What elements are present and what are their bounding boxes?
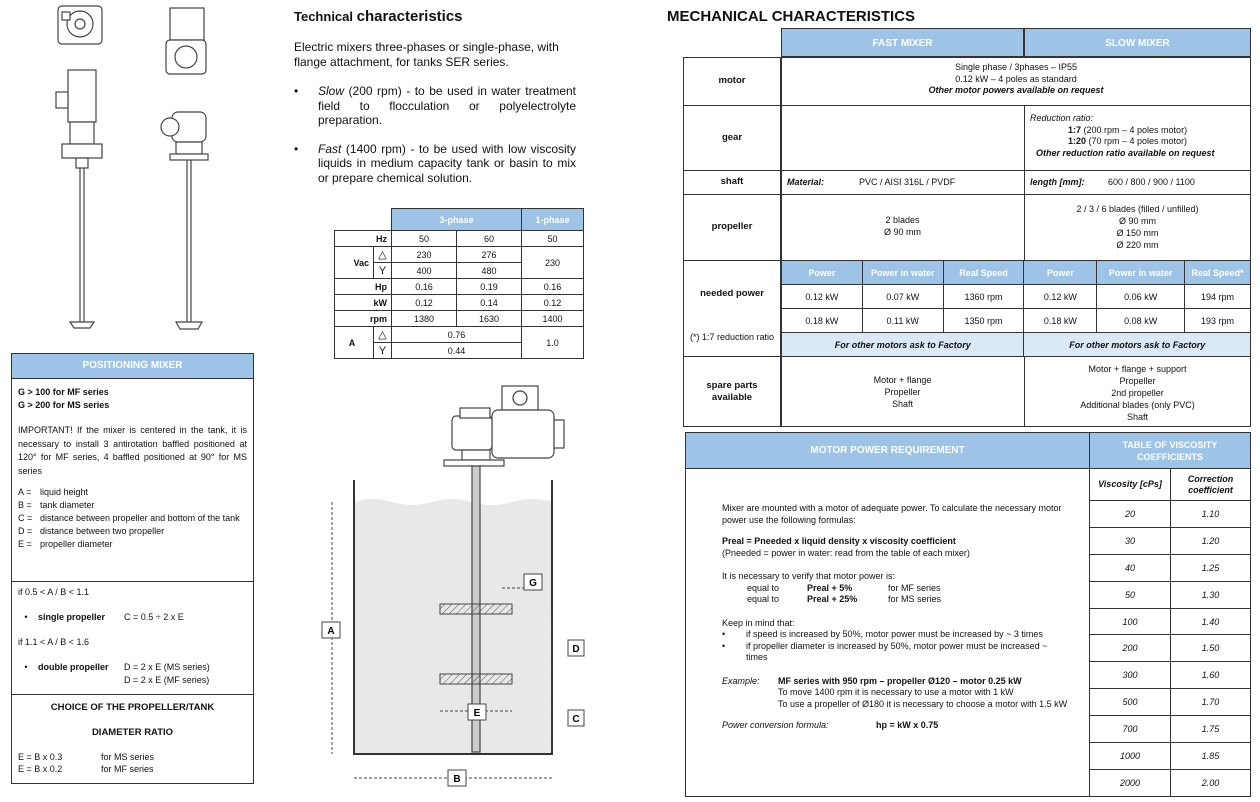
hp-1: 0.16 — [392, 279, 457, 295]
col-water-fast: Power in water — [862, 261, 943, 285]
prop-slow-blades: 2 / 3 / 6 blades (filled / unfilled) — [1076, 204, 1199, 214]
viscosity-cps: 40 — [1090, 554, 1171, 581]
bullet-fast: • Fast (1400 rpm) - to be used with low viscosity liquids in medium capacity tank or basin to mix or prepare chemical solution. — [294, 141, 576, 185]
prop-slow-d2: Ø 150 mm — [1116, 228, 1159, 238]
single-formula: C = 0.5 ÷ 2 x E — [124, 612, 184, 622]
verify-text: It is necessary to verify that motor power is: — [722, 571, 896, 581]
motor-line2: 0.12 kW – 4 poles as standard — [955, 73, 1077, 84]
important-note: IMPORTANT! If the mixer is centered in the tank, it is necessary to install 3 antirotation baffled positioned at 120° for MF series, 4 baffled positioned at 90° for MS series — [18, 425, 247, 476]
viscosity-cps: 1000 — [1090, 743, 1171, 770]
power-box: MOTOR POWER REQUIREMENT Mixer are mounted with a motor of adequate power. To calculate the necessary motor power use the following formulas: Preal = Pneeded x liquid density x viscosity coefficient (Pneeded = power in water: read from the table of each mixer) It is necessary to verify that motor power is: equal to Preal + 5% for MF series equal to Preal + 25% for MS series Keep in mind that: • if speed is increased by 50%, motor power must be increased by ~ 3 times • if propeller diameter is increased by 50%, motor power must be increased ~ times Example: MF series with 950 rpm – propeller Ø120 – motor 0.25 kW To move 1400 rpm it is necessary to use a motor with 1 kW To use a propeller of Ø180 it is necessary to choose a motor with 1.5 kW Power conversion formula: hp = kW x 0.75 — [685, 432, 1090, 797]
def-key: A = — [18, 487, 32, 497]
bullet-slow-em: Slow — [318, 84, 345, 98]
spare-fast: Motor + flange — [873, 375, 932, 385]
double-formula-mf: D = 2 x E (MF series) — [124, 675, 210, 685]
viscosity-cps: 30 — [1090, 527, 1171, 554]
delta-icon: △ — [374, 327, 392, 343]
viscosity-coef: 1.50 — [1171, 635, 1251, 662]
g-limit-ms: G > 200 for MS series — [18, 400, 110, 410]
viscosity-coef: 1.30 — [1171, 581, 1251, 608]
viscosity-header: TABLE OF VISCOSITY COEFFICIENTS — [1090, 433, 1251, 469]
shaft-material-label: Material: — [787, 177, 825, 187]
gear-ratio-1: 1:7 — [1068, 124, 1082, 135]
bullet-slow: • Slow (200 rpm) - to be used in water treatment field to flocculation or polyelectrolyte preparation. — [294, 84, 576, 127]
motor-line3: Other motor powers available on request — [928, 85, 1104, 95]
row-spare-parts: spare parts available — [706, 380, 758, 403]
spare-slow: Shaft — [1126, 412, 1148, 422]
def-value: tank diameter — [40, 500, 95, 510]
viscosity-coef: 1.25 — [1171, 554, 1251, 581]
propeller-rules: if 0.5 < A / B < 1.1 • single propeller C = 0.5 ÷ 2 x E if 1.1 < A / B < 1.6 • double propeller D = 2 x E (MS series) D = 2 x E (MF series) — [12, 581, 253, 691]
condition-single: if 0.5 < A / B < 1.1 — [18, 587, 90, 597]
vac-1p: 230 — [522, 247, 584, 279]
kw-2: 0.14 — [457, 295, 522, 311]
keep-in-mind: Keep in mind that: — [722, 617, 795, 628]
power-cell: 0.08 kW — [1097, 309, 1185, 333]
keep-diameter: if propeller diameter is increased by 50%, motor power must be increased ~ times — [746, 640, 1048, 662]
condition-double: if 1.1 < A / B < 1.6 — [18, 637, 90, 647]
viscosity-coef: 2.00 — [1171, 769, 1251, 796]
row-shaft: shaft — [720, 176, 744, 187]
viscosity-coef: 1.10 — [1171, 501, 1251, 528]
vac-400: 400 — [392, 263, 457, 279]
ratio-title: DIAMETER RATIO — [91, 727, 174, 738]
prop-fast-blades: 2 blades — [885, 215, 920, 225]
technical-section — [294, 8, 576, 185]
def-key: E = — [18, 539, 32, 549]
row-vac-label: Vac — [335, 247, 374, 279]
def-value: propeller diameter — [40, 539, 113, 549]
label-d: D — [572, 644, 580, 655]
ratio-ms-series: for MS series — [101, 752, 155, 762]
viscosity-cps: 200 — [1090, 635, 1171, 662]
technical-intro: Electric mixers three-phases or single-phase, with flange attachment, for tanks SER series. — [294, 40, 559, 69]
prop-slow-d3: Ø 220 mm — [1116, 240, 1159, 250]
spare-fast: Shaft — [891, 399, 913, 409]
formula-preal: Preal = Pneeded x liquid density x viscosity coefficient — [722, 536, 956, 546]
ratio-mf-series: for MF series — [101, 764, 154, 774]
gear-ratio-2: 1:20 — [1068, 136, 1087, 146]
prop-fast-diameter: Ø 90 mm — [883, 227, 921, 237]
col-1phase: 1-phase — [522, 209, 584, 231]
eq-label: equal to — [747, 594, 780, 604]
label-c: C — [572, 714, 580, 725]
power-cell: 193 rpm — [1185, 309, 1251, 333]
top-view-slow — [166, 8, 206, 74]
conversion-formula: hp = kW x 0.75 — [876, 720, 939, 730]
spare-slow: Propeller — [1119, 376, 1156, 386]
technical-title-prefix: Technical — [294, 9, 357, 24]
col-power-slow: Power — [1024, 261, 1097, 285]
power-cell: 194 rpm — [1185, 285, 1251, 309]
mech-table — [683, 28, 1251, 428]
viscosity-cps: 50 — [1090, 581, 1171, 608]
example-line2: To move 1400 rpm it is necessary to use a motor with 1 kW — [778, 687, 1014, 697]
reduction-note: (*) 1:7 reduction ratio — [689, 332, 775, 342]
power-cell: 0.11 kW — [862, 309, 943, 333]
row-a-label: A — [335, 327, 374, 359]
motor-line1: Single phase / 3phases – IP55 — [954, 62, 1078, 72]
hz-1p: 50 — [522, 231, 584, 247]
def-key: C = — [18, 513, 33, 523]
eq-label: equal to — [747, 582, 780, 593]
row-needed-power: needed power — [700, 288, 764, 299]
needed-power-table — [781, 260, 1251, 357]
spare-slow: 2nd propeller — [1111, 388, 1164, 398]
gear-ratio-2-text: (70 rpm – 4 poles motor) — [1086, 136, 1188, 146]
hz-50: 50 — [392, 231, 457, 247]
label-e: E — [473, 708, 481, 719]
row-gear: gear — [721, 132, 743, 143]
row-kw-label: kW — [335, 295, 392, 311]
spare-fast: Propeller — [884, 387, 921, 397]
diameter-ratio — [12, 694, 253, 783]
col-power-fast: Power — [782, 261, 863, 285]
eq-series-mf: for MF series — [888, 582, 941, 593]
viscosity-cps: 300 — [1090, 662, 1171, 689]
tank-diagram — [312, 376, 597, 796]
double-formula-ms: D = 2 x E (MS series) — [124, 662, 210, 672]
delta-icon: △ — [374, 247, 392, 263]
row-motor: motor — [718, 75, 746, 86]
viscosity-cps: 700 — [1090, 716, 1171, 743]
viscosity-coef: 1.60 — [1171, 662, 1251, 689]
positioning-box — [11, 353, 254, 784]
a-1p: 1.0 — [522, 327, 584, 359]
power-cell: 0.12 kW — [782, 285, 863, 309]
eq-series-ms: for MS series — [888, 594, 942, 604]
rpm-2: 1630 — [457, 311, 522, 327]
choice-title: CHOICE OF THE PROPELLER/TANK — [50, 702, 215, 713]
def-key: B = — [18, 500, 32, 510]
viscosity-cps: 500 — [1090, 689, 1171, 716]
col-3phase: 3-phase — [392, 209, 522, 231]
shaft-length: 600 / 800 / 900 / 1100 — [1108, 177, 1195, 187]
power-cell: 0.07 kW — [862, 285, 943, 309]
single-propeller: single propeller — [38, 612, 106, 622]
col-fast-mixer: FAST MIXER — [781, 28, 1024, 57]
example-label: Example: — [722, 675, 760, 686]
viscosity-cps: 100 — [1090, 608, 1171, 635]
col-water-slow: Power in water — [1097, 261, 1185, 285]
star-icon: Y — [374, 263, 392, 279]
hp-2: 0.19 — [457, 279, 522, 295]
rpm-3: 1400 — [522, 311, 584, 327]
bullet-fast-text: (1400 rpm) - to be used with low viscosity liquids in medium capacity tank or basin to mix or prepare chemical solution. — [318, 141, 576, 185]
vac-230: 230 — [392, 247, 457, 263]
eq-value-mf: Preal + 5% — [807, 582, 853, 593]
g-limit-mf: G > 100 for MF series — [18, 387, 109, 397]
definitions — [18, 486, 247, 551]
example-line1: MF series with 950 rpm – propeller Ø120 – motor 0.25 kW — [778, 675, 1022, 686]
fast-mixer-side — [56, 70, 102, 328]
power-intro: Mixer are mounted with a motor of adequate power. To calculate the necessary motor power use the following formulas: — [722, 503, 1062, 525]
row-hz-label: Hz — [335, 231, 392, 247]
kw-1: 0.12 — [392, 295, 457, 311]
kw-3: 0.12 — [522, 295, 584, 311]
power-cell: 0.12 kW — [1024, 285, 1097, 309]
ask-factory-fast: For other motors ask to Factory — [782, 333, 1024, 357]
shaft-length-label: length [mm]: — [1030, 177, 1085, 187]
gear-line1: Reduction ratio: — [1030, 113, 1094, 123]
power-cell: 1350 rpm — [943, 309, 1024, 333]
row-hp-label: Hp — [335, 279, 392, 295]
a-star: 0.44 — [392, 343, 522, 359]
technical-title — [294, 8, 576, 25]
example-line3: To use a propeller of Ø180 it is necessary to choose a motor with 1.5 kW — [778, 698, 1068, 709]
viscosity-coef: 1.20 — [1171, 527, 1251, 554]
conversion-label: Power conversion formula: — [722, 720, 829, 730]
power-cell: 1360 rpm — [943, 285, 1024, 309]
def-value: liquid height — [40, 487, 89, 497]
double-propeller: double propeller — [38, 662, 109, 672]
ask-factory-slow: For other motors ask to Factory — [1024, 333, 1251, 357]
power-header: MOTOR POWER REQUIREMENT — [686, 433, 1089, 469]
vac-276: 276 — [457, 247, 522, 263]
star-icon: Y — [374, 343, 392, 359]
row-propeller: propeller — [711, 221, 753, 232]
top-view-fast — [58, 6, 102, 44]
label-b: B — [453, 774, 461, 785]
viscosity-coef: 1.40 — [1171, 608, 1251, 635]
viscosity-coef: 1.70 — [1171, 689, 1251, 716]
col-slow-mixer: SLOW MIXER — [1024, 28, 1251, 57]
viscosity-table — [1089, 432, 1251, 797]
shaft-material: PVC / AISI 316L / PVDF — [859, 177, 956, 187]
row-rpm-label: rpm — [335, 311, 392, 327]
power-cell: 0.18 kW — [782, 309, 863, 333]
electrical-table — [334, 208, 584, 359]
spare-slow: Motor + flange + support — [1088, 364, 1187, 374]
prop-slow-d1: Ø 90 mm — [1118, 216, 1156, 226]
label-a: A — [327, 626, 335, 637]
def-value: distance between two propeller — [40, 526, 165, 536]
ratio-mf: E = B x 0.2 — [18, 764, 63, 774]
mech-title: MECHANICAL CHARACTERISTICS — [667, 8, 916, 25]
viscosity-coef: 1.85 — [1171, 743, 1251, 770]
spare-slow: Additional blades (only PVC) — [1080, 400, 1195, 410]
hp-3: 0.16 — [522, 279, 584, 295]
a-delta: 0.76 — [392, 327, 522, 343]
mixer-drawings — [40, 0, 230, 345]
formula-pneeded: (Pneeded = power in water: read from the table of each mixer) — [722, 547, 970, 558]
viscosity-cps: 2000 — [1090, 769, 1171, 796]
eq-value-ms: Preal + 25% — [807, 594, 858, 604]
gear-ratio-1-text: (200 rpm – 4 poles motor) — [1081, 124, 1188, 135]
label-g: G — [529, 578, 537, 589]
power-cell: 0.18 kW — [1024, 309, 1097, 333]
gear-line4: Other reduction ratio available on request — [1036, 147, 1215, 158]
power-cell: 0.06 kW — [1097, 285, 1185, 309]
positioning-header: POSITIONING MIXER — [12, 354, 253, 378]
tank-liquid — [354, 499, 552, 754]
technical-title-main: characteristics — [356, 8, 463, 25]
keep-speed: if speed is increased by 50%, motor power must be increased by ~ 3 times — [746, 629, 1043, 639]
bullet-slow-text: (200 rpm) - to be used in water treatment field to flocculation or polyelectrolyte preparation. — [318, 84, 576, 127]
col-speed-fast: Real Speed — [943, 261, 1024, 285]
viscosity-cps: 20 — [1090, 501, 1171, 528]
def-value: distance between propeller and bottom of the tank — [40, 513, 240, 523]
col-viscosity: Viscosity [cPs] — [1090, 469, 1171, 501]
bullet-fast-em: Fast — [318, 141, 342, 156]
col-speed-slow: Real Speed* — [1185, 261, 1251, 285]
def-key: D = — [18, 526, 33, 536]
vac-480: 480 — [457, 263, 522, 279]
rpm-1: 1380 — [392, 311, 457, 327]
col-correction: Correction coefficient — [1171, 469, 1251, 501]
ratio-ms: E = B x 0.3 — [18, 752, 63, 762]
viscosity-coef: 1.75 — [1171, 716, 1251, 743]
slow-mixer-side — [161, 112, 208, 329]
hz-60: 60 — [457, 231, 522, 247]
